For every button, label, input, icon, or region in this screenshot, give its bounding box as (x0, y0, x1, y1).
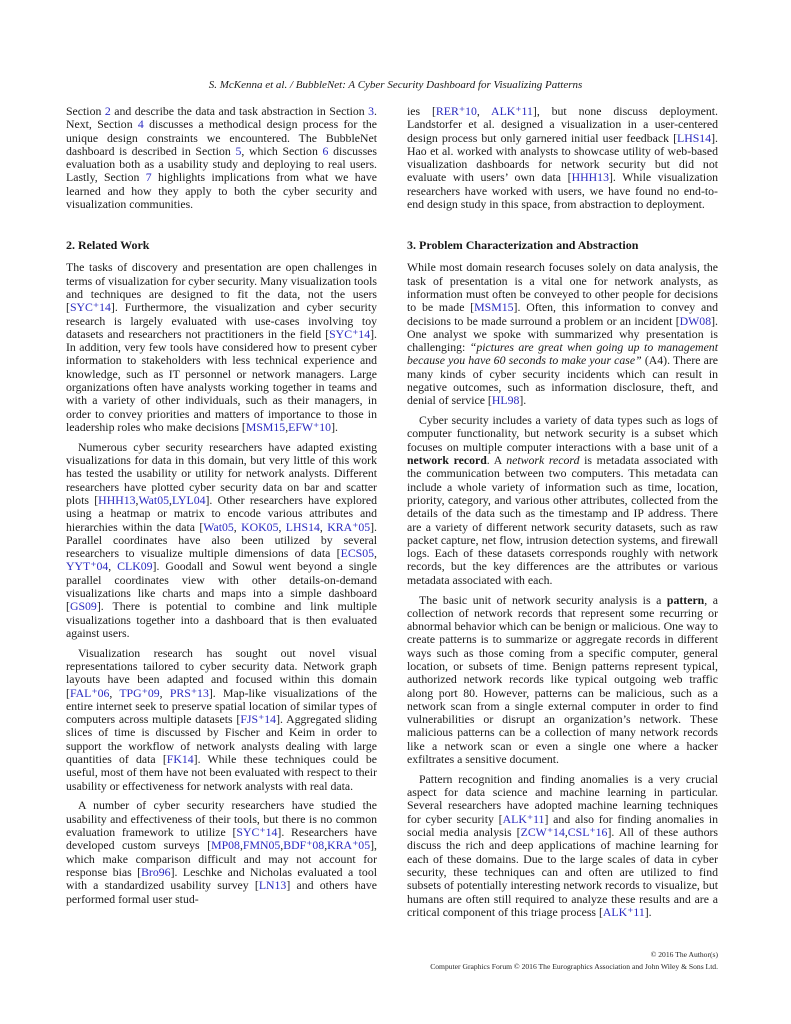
text-run: , (476, 104, 492, 118)
citation-link[interactable]: MSM15 (245, 419, 286, 434)
citation-link[interactable]: BDF⁺08 (283, 838, 325, 853)
text-run: ]. One analyst we spoke with summarized why presentation is challenging: (407, 313, 718, 355)
citation-link[interactable]: LYL04 (171, 492, 206, 507)
text-run: ] and also for finding anomalies in social media analysis [ (407, 811, 719, 840)
citation-link[interactable]: Wat05 (138, 492, 169, 507)
paragraph (407, 105, 718, 211)
text-run: While most domain research focuses solely on data analysis, the task of presentation is a vital one for network analysts, as information must often be conveyed to other people for decisions to be made [ (407, 260, 718, 315)
text-run: ]. Leschke and Nicholas evaluated a tool with a standardized usability survey [ (66, 864, 378, 893)
citation-link[interactable]: FK14 (166, 752, 194, 767)
text-run: Section (66, 104, 105, 118)
text-run: ]. Hao et al. worked with analysts to showcase utility of web-based visualization dashboards for network security but did not evaluate with users’ own data [ (407, 130, 718, 185)
citation-link[interactable]: KRA⁺05 (327, 519, 371, 534)
citation-link[interactable]: DW08 (679, 313, 712, 328)
text-run: , (159, 685, 170, 700)
citation-link[interactable]: 4 (137, 117, 144, 132)
italic-text: network record (506, 453, 580, 468)
citation-link[interactable]: LHS14 (677, 130, 712, 145)
text-run: discusses a methodical design process for the unique design constraints we encountered. The BubbleNet dashboard is described in Section (66, 117, 377, 158)
paragraph (407, 773, 718, 919)
copyright-journal: Computer Graphics Forum © 2016 The Eurographics Association and John Wiley & Sons Ltd. (430, 962, 718, 971)
citation-link[interactable]: FMN05 (242, 838, 281, 853)
text-run: Numerous cyber security researchers have adapted existing visualizations for data in this domain, but very little of this work has tested the usability or utility for network analysts. Different researchers have plotted cyber security data on bar and scatter plots [ (66, 439, 377, 507)
text-run: discusses evaluation both as a usability study and deploying to real users. Lastly, Section (66, 143, 378, 185)
section-heading: 2. Related Work (66, 238, 150, 253)
text-run: ]. Other researchers have explored using a heatmap or matrix to encode various attributes and hierarchies within the data [ (66, 492, 377, 534)
text-run: ]. Map-like visualizations of the entire internet seek to preserve spatial location of similar types of computers across multiple datasets [ (66, 685, 378, 727)
text-run: ]. There is potential to combine and link multiple visualizations together into a dashboard that is then evaluated against users. (66, 599, 377, 640)
citation-link[interactable]: EFW⁺10 (288, 419, 332, 434)
text-run: , (109, 685, 120, 700)
text-run: ]. (519, 393, 527, 408)
text-run: , (280, 838, 284, 853)
citation-link[interactable]: CLK09 (117, 559, 153, 574)
citation-link[interactable]: TPG⁺09 (119, 685, 160, 700)
citation-link[interactable]: KRA⁺05 (327, 838, 371, 853)
citation-link[interactable]: 5 (235, 143, 242, 158)
citation-link[interactable]: GS09 (69, 599, 97, 614)
text-run: , (374, 546, 377, 561)
left-column (66, 105, 377, 912)
text-run: ], which make comparison difficult and may not account for response bias [ (66, 838, 377, 879)
text-run: ]. Parallel coordinates have also been utilized by several researchers to visualize multiple dimensions of data [ (66, 519, 378, 561)
text-run: , (564, 825, 568, 840)
text-run: , (239, 838, 243, 853)
text-run: , (108, 559, 118, 574)
italic-text: “pictures are great when going up to management because you have 60 seconds to make your case” (407, 340, 718, 368)
text-run: , (285, 419, 289, 434)
text-run: ], but none discuss deployment. Landstorfer et al. designed a visualization in a user-centered design process but only garnered initial user feedback [ (407, 104, 718, 145)
text-run: ]. While visualization researchers have worked with users, we have found no end-to-end design study in this space, from abstraction to deployment. (407, 170, 718, 212)
citation-link[interactable]: SYC⁺14 (236, 825, 278, 840)
citation-link[interactable]: PRS⁺13 (169, 685, 209, 700)
citation-link[interactable]: 2 (104, 104, 111, 118)
citation-link[interactable]: ALK⁺11 (502, 811, 545, 826)
paragraph (66, 105, 377, 211)
bold-term: network record (407, 453, 487, 468)
text-run: ]. Often, this information to convey and decisions to be made surround a problem or an incident [ (407, 300, 718, 328)
text-run: , a collection of network records that represent some recurring or abnormal behavior which can be benign or malicious. One way to create patterns is to summarize or aggregate records in different ways such as those coming from a specific computer, general location, or subsets of time. Benign patterns represent typical, authorized network records like typical outgoing web traffic along port 80. However, patterns can be malicious, such as a network scan from a single external computer in order to find vulnerabilities or disrupt an organization’s network. These malicious patterns can be a collection of many network records like a network scan or even a single one where a hacker exfiltrates a sensitive document. (407, 592, 718, 767)
text-run: . A (486, 453, 507, 468)
text-run: ]. Researchers have developed custom surveys [ (66, 825, 377, 853)
citation-link[interactable]: MSM15 (474, 300, 514, 315)
text-run: ]. All of these authors discuss the rich and deep applications of machine learning for each of these domains. Due to the large scales of data in cyber security, these techniques can and often are utilized to find subsets of potentially interesting network records to visualize, but humans are often still required to analyze these results and are a critical component of this triage process [ (407, 825, 718, 919)
citation-link[interactable]: SYC⁺14 (329, 326, 371, 341)
text-run: ] and others have performed formal user stud- (66, 878, 377, 906)
text-run: ies [ (407, 104, 436, 118)
section-heading: 3. Problem Characterization and Abstraction (407, 238, 639, 253)
paragraph (66, 799, 377, 905)
citation-link[interactable]: 3 (368, 104, 375, 118)
citation-link[interactable]: ECS05 (340, 546, 375, 561)
citation-link[interactable]: KOK05 (241, 519, 279, 534)
text-run: ]. (644, 904, 652, 919)
citation-link[interactable]: LHS14 (285, 519, 320, 534)
text-run: highlights implications from what we have learned and how they apply to both the cyber security and visualization communities. (66, 170, 377, 212)
citation-link[interactable]: ZCW⁺14 (520, 825, 565, 840)
right-column (407, 105, 718, 926)
paragraph (66, 441, 377, 640)
paragraph (66, 647, 377, 793)
citation-link[interactable]: Bro96 (141, 864, 171, 879)
text-run: ]. In addition, very few tools have considered how to present cyber information to stakeholders with less technical experience and knowledge, such as IT personnel or network managers. Large organizations often have analysts working together in teams and with a variety of other individuals, such as their managers, in order to convey priorities and matters of importance to those in leadership roles who make decisions [ (66, 326, 377, 434)
bold-term: pattern (666, 592, 705, 607)
citation-link[interactable]: CSL⁺16 (567, 825, 608, 840)
citation-link[interactable]: LN13 (258, 878, 287, 893)
text-run: (A4). There are many kinds of cyber security incidents which can result in negative outcomes, such as information disclosure, theft, and denial of service [ (407, 353, 719, 408)
paragraph (407, 261, 718, 407)
citation-link[interactable]: Wat05 (203, 519, 234, 534)
text-run: ]. (331, 419, 338, 434)
text-run: The tasks of discovery and presentation are open challenges in terms of visualization for cyber security. Many visualization tools and techniques are designed to fit the data, not the users [ (66, 260, 377, 315)
text-run: A number of cyber security researchers have studied the usability and effectiveness of their tools, but there is no common evaluation framework to utilize [ (66, 798, 377, 840)
paragraph (407, 594, 718, 767)
text-run: ]. Aggregated sliding slices of time is discussed by Fischer and Keim in order to support the workflow of network analysts dealing with large quantities of data [ (66, 712, 377, 767)
text-run: Cyber security includes a variety of data types such as logs of computer functionality, but network security is a subset which focuses on multiple computer interactions with a base unit of a (407, 413, 718, 454)
text-run: The basic unit of network security analysis is a (419, 592, 667, 607)
citation-link[interactable]: YYT⁺04 (66, 559, 109, 574)
running-header: S. McKenna et al. / BubbleNet: A Cyber Security Dashboard for Visualizing Patterns (208, 79, 583, 91)
text-run: , (135, 492, 139, 507)
text-run: ]. While these techniques could be useful, most of them have not been evaluated with respect to their usability or effectiveness for network analysts with real data. (66, 752, 377, 793)
text-run: is metadata associated with the communication between two computers. This metadata can include a whole variety of information such as time, location, priority, category, and various other attributes, collected from the details of the data such as the timestamp and IP address. There are a variety of different network security datasets, such as raw packet capture, net flow, intrusion detection systems, and firewall logs. Each of these datasets corresponds roughly with network records, but the key differences are the attributes or various metadata associated with each. (407, 453, 718, 587)
citation-link[interactable]: ALK⁺11 (602, 904, 645, 919)
citation-link[interactable]: HHH13 (571, 170, 609, 185)
text-run: , (319, 519, 328, 534)
text-run: ]. Furthermore, the visualization and cyber security research is largely evaluated with use-cases involving toy datasets and researchers not practitioners in the field [ (66, 300, 377, 341)
text-run: ]. Goodall and Sowul went beyond a single parallel coordinates view with other details-on-demand visualizations like charts and maps into a simple dashboard [ (66, 559, 377, 614)
paragraph (407, 414, 718, 587)
copyright-authors: © 2016 The Author(s) (650, 950, 718, 959)
text-run: , which Section (241, 143, 323, 158)
text-run: , (278, 519, 286, 534)
text-run: and describe the data and task abstraction in Section (110, 104, 369, 118)
text-run: , (168, 492, 172, 507)
text-run: . Next, Section (66, 104, 377, 132)
citation-link[interactable]: 6 (322, 143, 329, 158)
text-run: Visualization research has sought out novel visual representations tailored to cyber security data. Network graph layouts have been adapted and focused within this domain [ (66, 645, 377, 700)
citation-link[interactable]: HL98 (491, 393, 520, 408)
citation-link[interactable]: SYC⁺14 (69, 300, 111, 315)
citation-link[interactable]: MP08 (211, 838, 240, 853)
text-run: , (324, 838, 328, 853)
citation-link[interactable]: FAL⁺06 (69, 685, 110, 700)
citation-link[interactable]: 7 (145, 170, 152, 185)
citation-link[interactable]: RER⁺10 (435, 104, 477, 118)
citation-link[interactable]: FJS⁺14 (240, 712, 277, 727)
citation-link[interactable]: HHH13 (98, 492, 136, 507)
text-run: Pattern recognition and finding anomalies is a very crucial aspect for data science and machine learning in particular. Several researchers have adopted machine learning techniques for cyber security [ (407, 771, 718, 826)
paragraph (66, 261, 377, 434)
text-run: , (233, 519, 242, 534)
citation-link[interactable]: ALK⁺11 (491, 104, 533, 118)
